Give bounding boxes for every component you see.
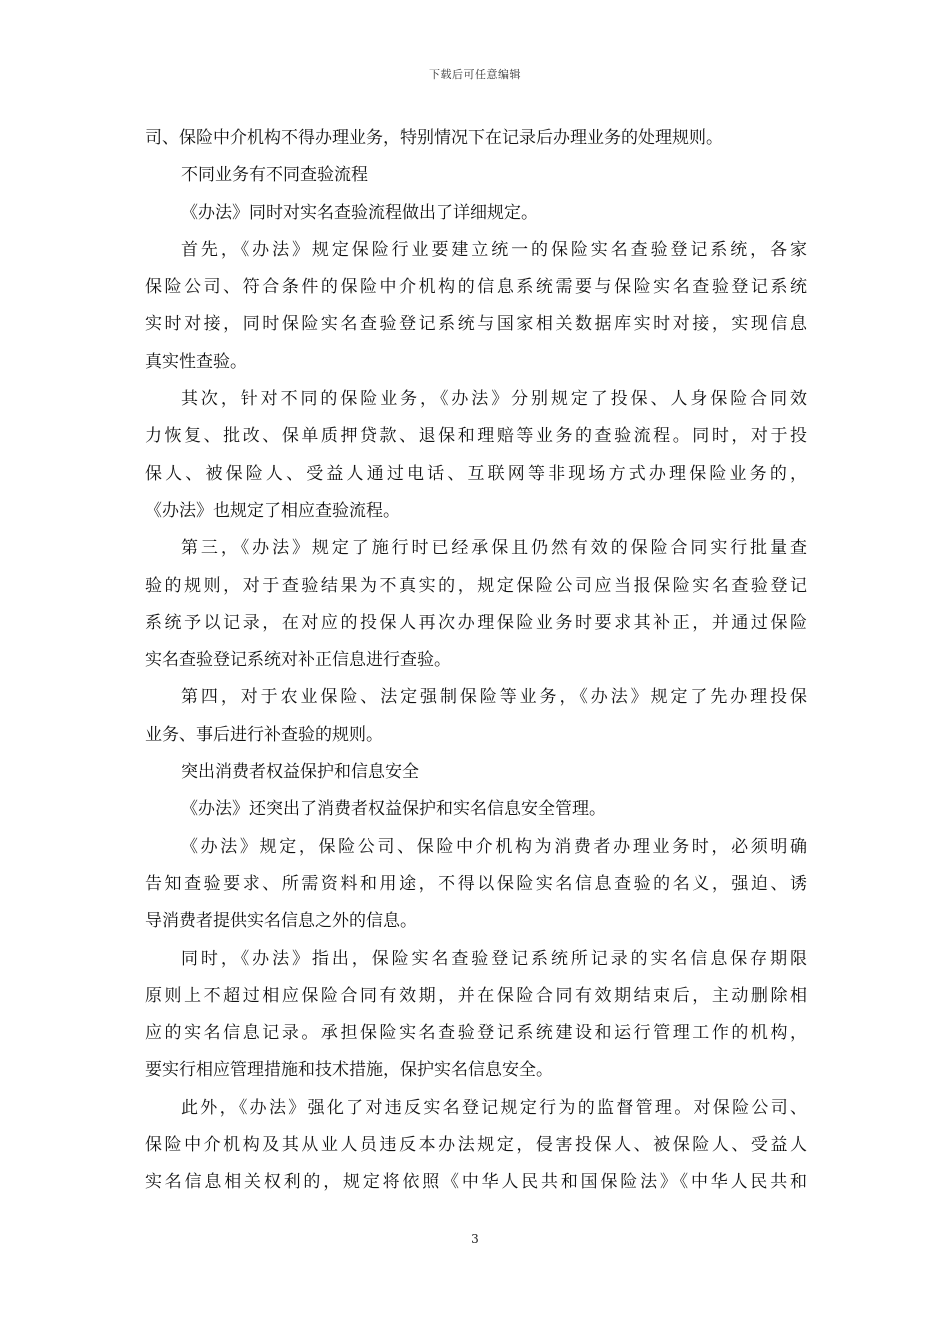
text-line: 《办法》也规定了相应查验流程。: [145, 500, 400, 521]
text-line: 《办法》同时对实名查验流程做出了详细规定。: [181, 202, 538, 223]
text-line: 力恢复、批改、保单质押贷款、退保和理赔等业务的查验流程。同时，对于投: [145, 426, 807, 447]
text-line: 保险中介机构及其从业人员违反本办法规定，侵害投保人、被保险人、受益人: [145, 1135, 807, 1156]
text-line: 导消费者提供实名信息之外的信息。: [145, 911, 417, 932]
page-header: 下载后可任意编辑: [429, 68, 521, 81]
text-line: 《办法》还突出了消费者权益保护和实名信息安全管理。: [181, 799, 606, 820]
page-number: 3: [471, 1232, 479, 1246]
text-line: 实名查验登记系统对补正信息进行查验。: [145, 650, 451, 671]
text-line: 同时，《办法》指出，保险实名查验登记系统所记录的实名信息保存期限: [181, 948, 807, 969]
text-line: 验的规则，对于查验结果为不真实的，规定保险公司应当报保险实名查验登记: [145, 575, 807, 596]
text-line: 原则上不超过相应保险合同有效期，并在保险合同有效期结束后，主动删除相: [145, 985, 807, 1006]
text-line: 实时对接，同时保险实名查验登记系统与国家相关数据库实时对接，实现信息: [145, 314, 807, 335]
document-body: [145, 120, 807, 1202]
text-line: 司、保险中介机构不得办理业务，特别情况下在记录后办理业务的处理规则。: [145, 128, 723, 148]
text-line: 应的实名信息记录。承担保险实名查验登记系统建设和运行管理工作的机构，: [145, 1023, 807, 1044]
text-line: 业务、事后进行补查验的规则。: [145, 724, 383, 745]
text-line: 首先，《办法》规定保险行业要建立统一的保险实名查验登记系统，各家: [181, 239, 807, 260]
text-line: 实名信息相关权利的，规定将依照《中华人民共和国保险法》《中华人民共和: [145, 1172, 807, 1193]
text-line: 突出消费者权益保护和信息安全: [181, 762, 419, 783]
text-line: 第四，对于农业保险、法定强制保险等业务，《办法》规定了先办理投保: [181, 687, 807, 708]
text-line: 此外，《办法》强化了对违反实名登记规定行为的监督管理。对保险公司、: [181, 1097, 807, 1118]
text-line: 保险公司、符合条件的保险中介机构的信息系统需要与保险实名查验登记系统: [145, 277, 807, 298]
text-line: 真实性查验。: [145, 351, 247, 372]
text-line: 保人、被保险人、受益人通过电话、互联网等非现场方式办理保险业务的，: [145, 463, 807, 484]
text-line: 《办法》规定，保险公司、保险中介机构为消费者办理业务时，必须明确: [181, 836, 807, 857]
text-line: 不同业务有不同查验流程: [181, 165, 368, 186]
text-line: 要实行相应管理措施和技术措施，保护实名信息安全。: [145, 1060, 553, 1081]
text-line: 第三，《办法》规定了施行时已经承保且仍然有效的保险合同实行批量查: [181, 538, 807, 559]
text-line: 系统予以记录，在对应的投保人再次办理保险业务时要求其补正，并通过保险: [145, 612, 807, 633]
text-line: 告知查验要求、所需资料和用途，不得以保险实名信息查验的名义，强迫、诱: [145, 873, 807, 894]
text-line: 其次，针对不同的保险业务，《办法》分别规定了投保、人身保险合同效: [181, 389, 807, 410]
